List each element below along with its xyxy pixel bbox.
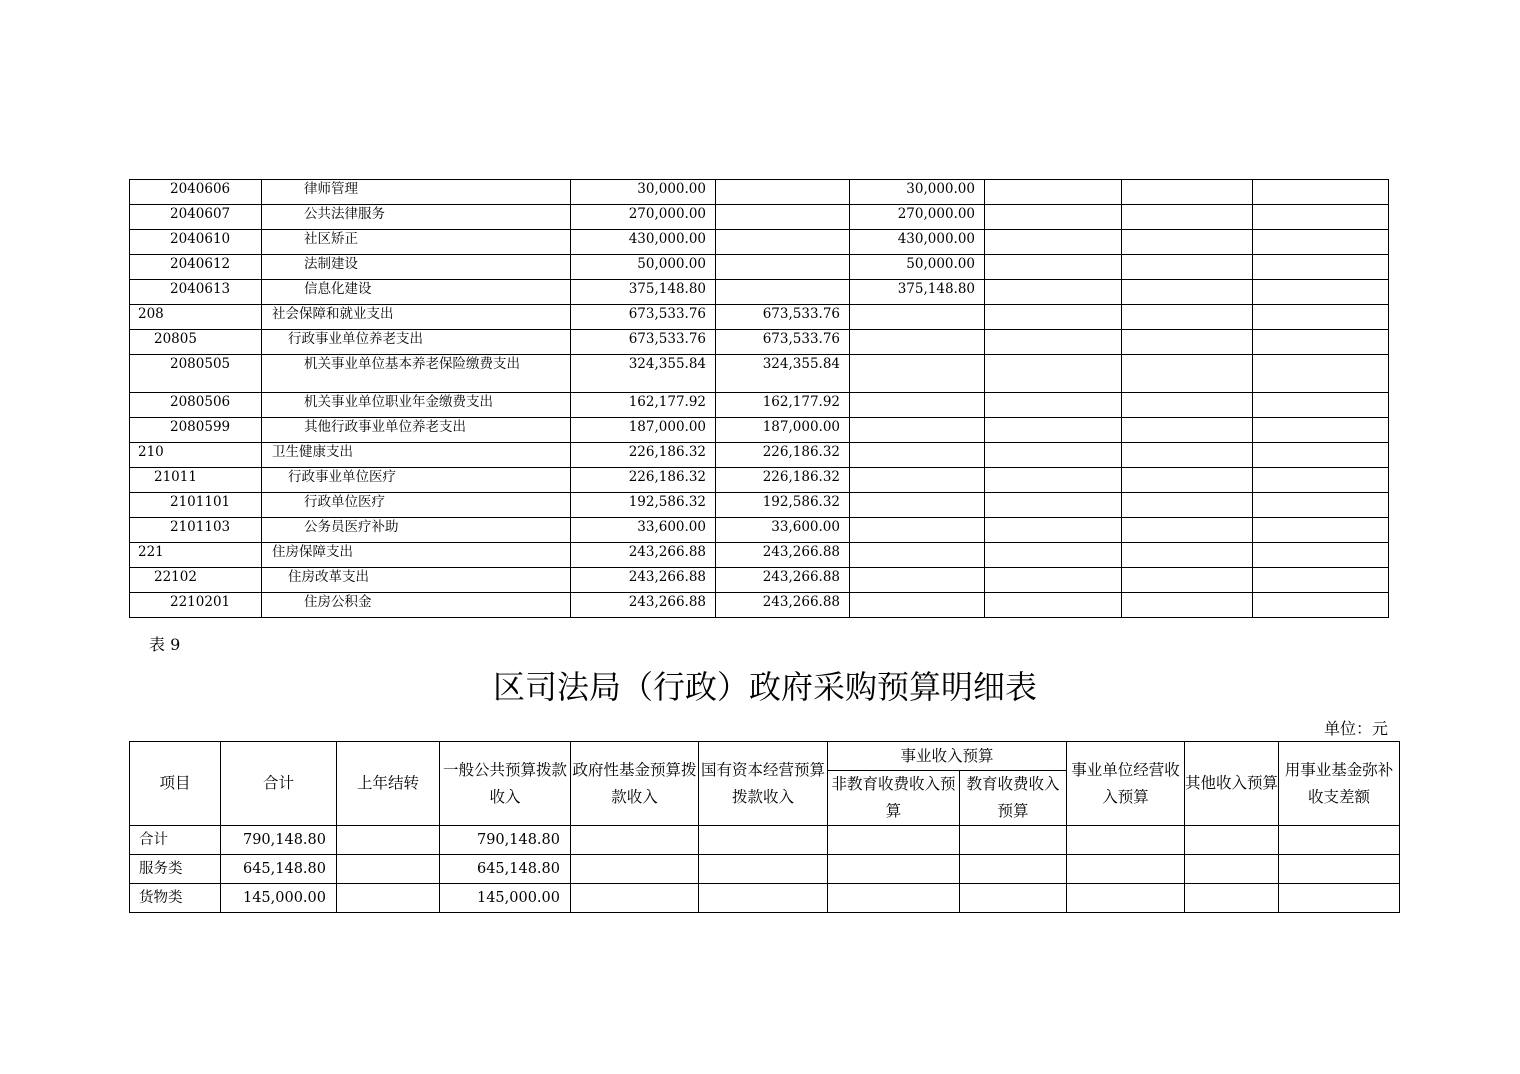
cell-basic xyxy=(716,230,850,255)
table-row xyxy=(130,468,1389,493)
cell-empty xyxy=(1185,855,1279,884)
cell-name: 住房公积金 xyxy=(262,593,571,618)
table-row xyxy=(130,855,1400,884)
cell-item: 合计 xyxy=(130,826,221,855)
table-row xyxy=(130,593,1389,618)
cell-empty xyxy=(1253,418,1389,443)
header-edu-fee: 教育收费收入预算 xyxy=(960,771,1067,826)
cell-project xyxy=(850,543,985,568)
cell-name: 住房改革支出 xyxy=(262,568,571,593)
cell-empty xyxy=(960,884,1067,913)
table-row xyxy=(130,518,1389,543)
cell-total: 243,266.88 xyxy=(571,593,716,618)
cell-empty xyxy=(1122,468,1253,493)
cell-empty xyxy=(1122,593,1253,618)
table-row xyxy=(130,230,1389,255)
cell-carryover xyxy=(337,826,440,855)
cell-carryover xyxy=(337,855,440,884)
cell-total: 145,000.00 xyxy=(221,884,337,913)
cell-name: 法制建设 xyxy=(262,255,571,280)
cell-basic: 243,266.88 xyxy=(716,568,850,593)
cell-empty xyxy=(1253,280,1389,305)
cell-empty xyxy=(1253,330,1389,355)
cell-empty xyxy=(1185,884,1279,913)
cell-total: 243,266.88 xyxy=(571,543,716,568)
cell-total: 50,000.00 xyxy=(571,255,716,280)
cell-project xyxy=(850,330,985,355)
header-other-income: 其他收入预算 xyxy=(1185,742,1279,826)
table-row xyxy=(130,355,1389,393)
cell-code: 2080506 xyxy=(130,393,262,418)
cell-empty xyxy=(1122,418,1253,443)
table-row xyxy=(130,826,1400,855)
cell-project: 50,000.00 xyxy=(850,255,985,280)
cell-empty xyxy=(960,855,1067,884)
cell-empty xyxy=(1122,255,1253,280)
cell-basic: 226,186.32 xyxy=(716,443,850,468)
cell-total: 33,600.00 xyxy=(571,518,716,543)
cell-empty xyxy=(985,418,1122,443)
cell-empty xyxy=(1122,518,1253,543)
cell-total: 192,586.32 xyxy=(571,493,716,518)
header-fund-offset: 用事业基金弥补收支差额 xyxy=(1279,742,1400,826)
cell-empty xyxy=(1185,826,1279,855)
header-state-capital: 国有资本经营预算拨款收入 xyxy=(699,742,828,826)
table-row xyxy=(130,180,1389,205)
cell-code: 221 xyxy=(130,543,262,568)
cell-basic: 673,533.76 xyxy=(716,330,850,355)
cell-empty xyxy=(1253,305,1389,330)
cell-empty xyxy=(571,855,699,884)
cell-name: 行政事业单位养老支出 xyxy=(262,330,571,355)
cell-empty xyxy=(1253,543,1389,568)
cell-code: 208 xyxy=(130,305,262,330)
cell-empty xyxy=(1122,330,1253,355)
table-row xyxy=(130,493,1389,518)
cell-total: 226,186.32 xyxy=(571,443,716,468)
cell-name: 信息化建设 xyxy=(262,280,571,305)
header-carryover: 上年结转 xyxy=(337,742,440,826)
table-row xyxy=(130,568,1389,593)
cell-code: 2080599 xyxy=(130,418,262,443)
header-unit-operating: 事业单位经营收入预算 xyxy=(1067,742,1185,826)
cell-basic: 33,600.00 xyxy=(716,518,850,543)
cell-total: 430,000.00 xyxy=(571,230,716,255)
cell-empty xyxy=(1253,180,1389,205)
cell-empty xyxy=(985,593,1122,618)
cell-project xyxy=(850,518,985,543)
cell-basic xyxy=(716,255,850,280)
header-general-public: 一般公共预算拨款收入 xyxy=(440,742,571,826)
cell-empty xyxy=(985,205,1122,230)
cell-code: 21011 xyxy=(130,468,262,493)
cell-empty xyxy=(985,393,1122,418)
cell-name: 社区矫正 xyxy=(262,230,571,255)
cell-name: 公务员医疗补助 xyxy=(262,518,571,543)
cell-basic: 324,355.84 xyxy=(716,355,850,393)
cell-code: 210 xyxy=(130,443,262,468)
cell-empty xyxy=(1122,180,1253,205)
cell-project xyxy=(850,443,985,468)
cell-project xyxy=(850,468,985,493)
table-row xyxy=(130,543,1389,568)
cell-basic xyxy=(716,205,850,230)
cell-project xyxy=(850,355,985,393)
cell-code: 2040607 xyxy=(130,205,262,230)
cell-empty xyxy=(1122,393,1253,418)
cell-code: 20805 xyxy=(130,330,262,355)
cell-item: 服务类 xyxy=(130,855,221,884)
cell-general-public: 145,000.00 xyxy=(440,884,571,913)
cell-empty xyxy=(985,230,1122,255)
cell-basic: 187,000.00 xyxy=(716,418,850,443)
header-total: 合计 xyxy=(221,742,337,826)
cell-empty xyxy=(1067,855,1185,884)
cell-empty xyxy=(985,180,1122,205)
cell-empty xyxy=(985,543,1122,568)
cell-empty xyxy=(1253,393,1389,418)
cell-code: 2040613 xyxy=(130,280,262,305)
cell-empty xyxy=(1253,443,1389,468)
cell-total: 645,148.80 xyxy=(221,855,337,884)
cell-empty xyxy=(985,280,1122,305)
cell-total: 226,186.32 xyxy=(571,468,716,493)
unit-label: 单位：元 xyxy=(1323,719,1388,738)
cell-total: 324,355.84 xyxy=(571,355,716,393)
cell-general-public: 645,148.80 xyxy=(440,855,571,884)
table-number: 表 9 xyxy=(149,635,181,654)
cell-project: 375,148.80 xyxy=(850,280,985,305)
cell-project xyxy=(850,305,985,330)
cell-name: 公共法律服务 xyxy=(262,205,571,230)
cell-name: 机关事业单位职业年金缴费支出 xyxy=(262,393,571,418)
table-row xyxy=(130,205,1389,230)
cell-project: 270,000.00 xyxy=(850,205,985,230)
cell-project: 430,000.00 xyxy=(850,230,985,255)
header-non-edu-fee: 非教育收费收入预算 xyxy=(828,771,960,826)
header-gov-fund: 政府性基金预算拨款收入 xyxy=(571,742,699,826)
cell-empty xyxy=(699,855,828,884)
cell-empty xyxy=(1122,493,1253,518)
cell-empty xyxy=(828,855,960,884)
cell-basic: 192,586.32 xyxy=(716,493,850,518)
cell-empty xyxy=(1067,884,1185,913)
cell-empty xyxy=(1253,355,1389,393)
cell-total: 790,148.80 xyxy=(221,826,337,855)
cell-empty xyxy=(1279,855,1400,884)
cell-total: 375,148.80 xyxy=(571,280,716,305)
cell-empty xyxy=(985,493,1122,518)
cell-total: 673,533.76 xyxy=(571,330,716,355)
procurement-table xyxy=(129,741,1400,913)
table-row xyxy=(130,884,1400,913)
cell-empty xyxy=(985,518,1122,543)
cell-empty xyxy=(1253,205,1389,230)
cell-basic: 673,533.76 xyxy=(716,305,850,330)
cell-code: 2210201 xyxy=(130,593,262,618)
cell-code: 2040610 xyxy=(130,230,262,255)
cell-total: 162,177.92 xyxy=(571,393,716,418)
cell-empty xyxy=(1122,230,1253,255)
cell-empty xyxy=(985,355,1122,393)
cell-empty xyxy=(1279,826,1400,855)
cell-project xyxy=(850,418,985,443)
table-row xyxy=(130,418,1389,443)
cell-empty xyxy=(1253,493,1389,518)
cell-empty xyxy=(1253,255,1389,280)
cell-empty xyxy=(699,826,828,855)
cell-general-public: 790,148.80 xyxy=(440,826,571,855)
cell-empty xyxy=(571,826,699,855)
cell-empty xyxy=(985,255,1122,280)
cell-project xyxy=(850,593,985,618)
cell-code: 2040606 xyxy=(130,180,262,205)
cell-empty xyxy=(1122,280,1253,305)
cell-name: 卫生健康支出 xyxy=(262,443,571,468)
cell-code: 2080505 xyxy=(130,355,262,393)
cell-empty xyxy=(1067,826,1185,855)
cell-empty xyxy=(1122,543,1253,568)
table-row xyxy=(130,255,1389,280)
cell-empty xyxy=(828,826,960,855)
cell-empty xyxy=(1253,468,1389,493)
cell-empty xyxy=(1122,205,1253,230)
table-row xyxy=(130,330,1389,355)
cell-empty xyxy=(1253,518,1389,543)
cell-empty xyxy=(571,884,699,913)
table-row xyxy=(130,280,1389,305)
table-row xyxy=(130,443,1389,468)
cell-name: 社会保障和就业支出 xyxy=(262,305,571,330)
cell-project: 30,000.00 xyxy=(850,180,985,205)
cell-item: 货物类 xyxy=(130,884,221,913)
table-row xyxy=(130,305,1389,330)
cell-basic xyxy=(716,180,850,205)
cell-empty xyxy=(985,443,1122,468)
cell-total: 30,000.00 xyxy=(571,180,716,205)
cell-total: 187,000.00 xyxy=(571,418,716,443)
cell-code: 2101103 xyxy=(130,518,262,543)
cell-total: 673,533.76 xyxy=(571,305,716,330)
cell-code: 22102 xyxy=(130,568,262,593)
table-row xyxy=(130,393,1389,418)
cell-name: 其他行政事业单位养老支出 xyxy=(262,418,571,443)
cell-basic: 162,177.92 xyxy=(716,393,850,418)
cell-empty xyxy=(828,884,960,913)
cell-name: 律师管理 xyxy=(262,180,571,205)
cell-empty xyxy=(1253,593,1389,618)
cell-empty xyxy=(960,826,1067,855)
cell-code: 2101101 xyxy=(130,493,262,518)
cell-empty xyxy=(985,330,1122,355)
cell-carryover xyxy=(337,884,440,913)
cell-name: 住房保障支出 xyxy=(262,543,571,568)
cell-empty xyxy=(1279,884,1400,913)
cell-basic: 243,266.88 xyxy=(716,593,850,618)
cell-name: 行政单位医疗 xyxy=(262,493,571,518)
cell-project xyxy=(850,493,985,518)
cell-project xyxy=(850,393,985,418)
cell-empty xyxy=(985,305,1122,330)
cell-total: 243,266.88 xyxy=(571,568,716,593)
cell-empty xyxy=(699,884,828,913)
cell-empty xyxy=(985,568,1122,593)
cell-project xyxy=(850,568,985,593)
cell-basic: 243,266.88 xyxy=(716,543,850,568)
cell-basic: 226,186.32 xyxy=(716,468,850,493)
cell-empty xyxy=(1253,230,1389,255)
cell-empty xyxy=(1253,568,1389,593)
cell-empty xyxy=(1122,305,1253,330)
expenditure-table xyxy=(129,179,1389,618)
header-item: 项目 xyxy=(130,742,221,826)
cell-total: 270,000.00 xyxy=(571,205,716,230)
cell-name: 行政事业单位医疗 xyxy=(262,468,571,493)
cell-empty xyxy=(985,468,1122,493)
cell-empty xyxy=(1122,355,1253,393)
cell-code: 2040612 xyxy=(130,255,262,280)
cell-basic xyxy=(716,280,850,305)
cell-empty xyxy=(1122,443,1253,468)
cell-name: 机关事业单位基本养老保险缴费支出 xyxy=(262,355,571,393)
cell-empty xyxy=(1122,568,1253,593)
page-title: 区司法局（行政）政府采购预算明细表 xyxy=(492,668,1037,706)
header-business-income: 事业收入预算 xyxy=(828,742,1067,771)
